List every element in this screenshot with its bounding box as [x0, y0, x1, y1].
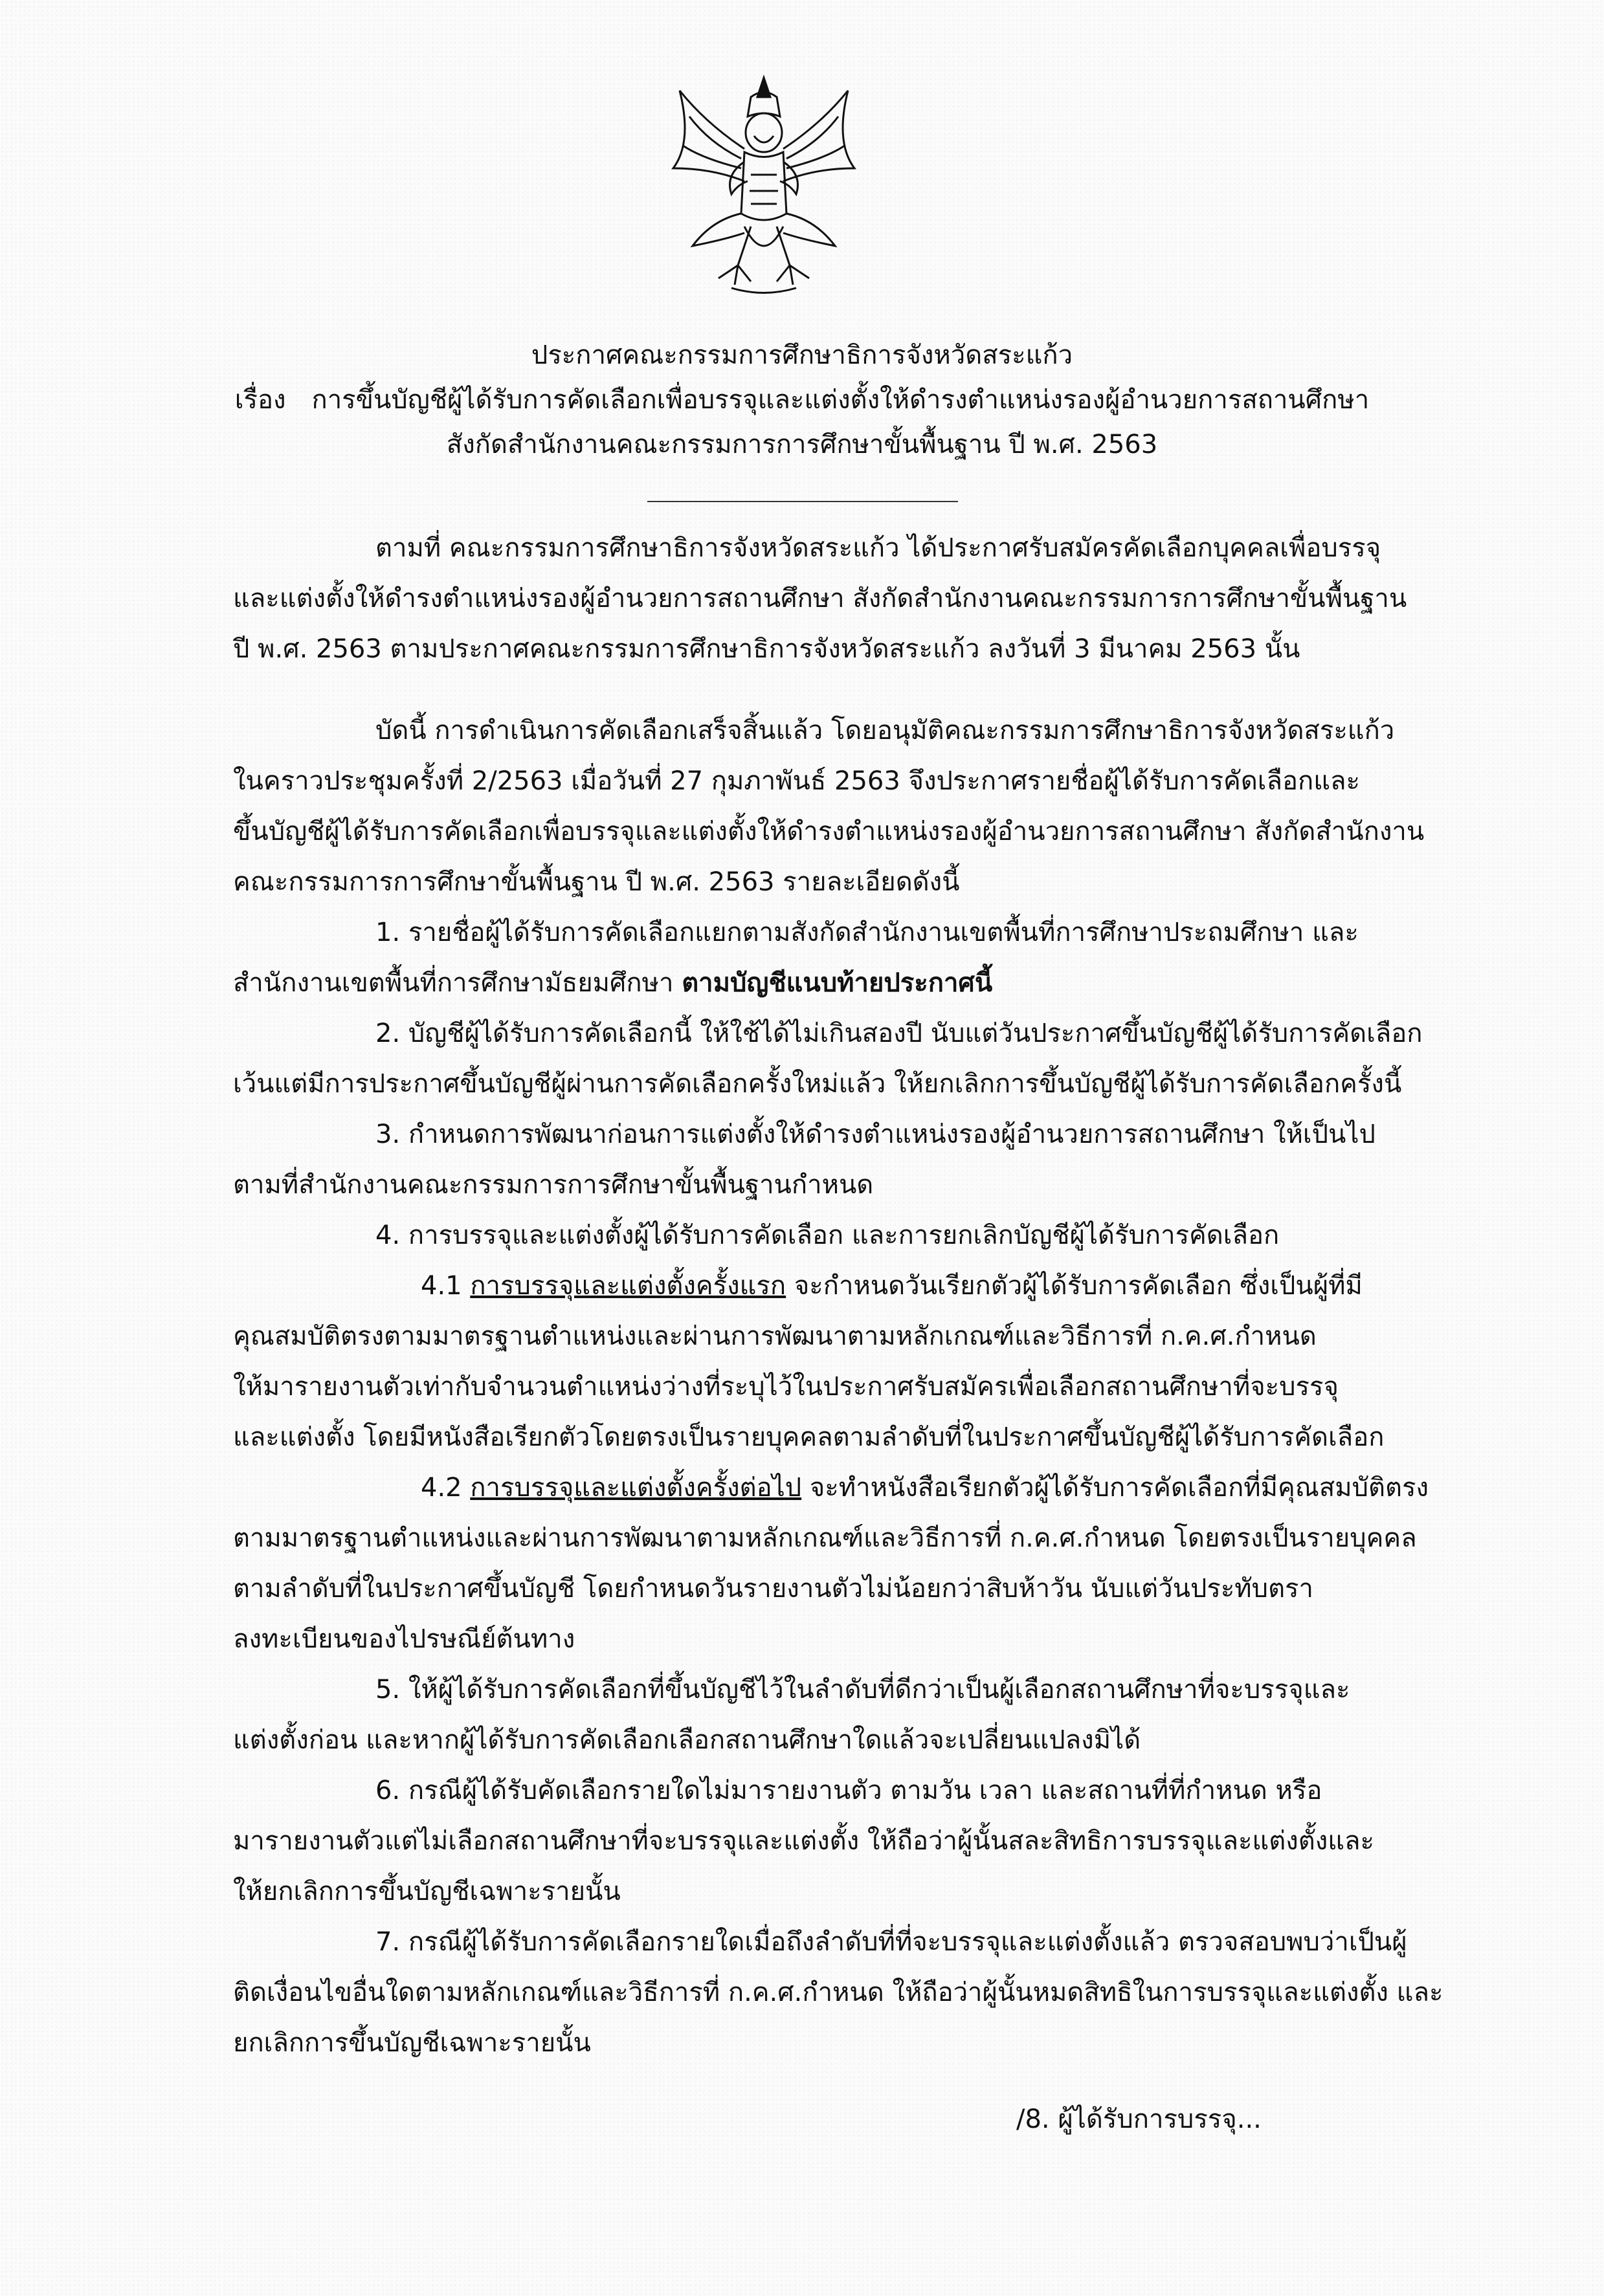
items-section [233, 907, 1450, 2068]
item-42-rest: จะทำหนังสือเรียกตัวผู้ได้รับการคัดเลือกที่มีคุณสมบัติตรง [801, 1473, 1429, 1503]
item-41-line: คุณสมบัติตรงตามมาตรฐานตำแหน่งและผ่านการพัฒนาตามหลักเกณฑ์และวิธีการที่ ก.ค.ศ.กำหนด [233, 1321, 1317, 1351]
item-42-underlined: การบรรจุและแต่งตั้งครั้งต่อไป [470, 1473, 802, 1503]
item-2-line: เว้นแต่มีการประกาศขึ้นบัญชีผู้ผ่านการคัดเลือกครั้งใหม่แล้ว ให้ยกเลิกการขึ้นบัญชีผู้ได้รับการคัดเลือกครั้งนี้ [233, 1069, 1402, 1099]
intro-paragraph [233, 523, 1450, 674]
item-6-line: มารายงานตัวแต่ไม่เลือกสถานศึกษาที่จะบรรจุและแต่งตั้ง ให้ถือว่าผู้นั้นสละสิทธิการบรรจุและแต่งตั้งและ [233, 1826, 1375, 1856]
document-title: ประกาศคณะกรรมการศึกษาธิการจังหวัดสระแก้ว [531, 340, 1073, 370]
item-5-line: 5. ให้ผู้ได้รับการคัดเลือกที่ขึ้นบัญชีไว้ในลำดับที่ดีกว่าเป็นผู้เลือกสถานศึกษาที่จะบรรจุและ [375, 1675, 1350, 1705]
title-divider [647, 501, 958, 502]
item-41-line [233, 1261, 1450, 1311]
item-41-num: 4.1 [421, 1271, 471, 1301]
document-subject [0, 379, 1604, 421]
subject-text: การขึ้นบัญชีผู้ได้รับการคัดเลือกเพื่อบรรจุและแต่งตั้งให้ดำรงตำแหน่งรองผู้อำนวยการสถานศึกษา [311, 385, 1370, 415]
item-5-line: แต่งตั้งก่อน และหากผู้ได้รับการคัดเลือกเลือกสถานศึกษาใดแล้วจะเปลี่ยนแปลงมิได้ [233, 1725, 1141, 1755]
text-line: บัดนี้ การดำเนินการคัดเลือกเสร็จสิ้นแล้ว โดยอนุมัติคณะกรรมการศึกษาธิการจังหวัดสระแก้ว [375, 716, 1395, 745]
item-3-line: 3. กำหนดการพัฒนาก่อนการแต่งตั้งให้ดำรงตำแหน่งรองผู้อำนวยการสถานศึกษา ให้เป็นไป [375, 1120, 1376, 1149]
item-1-line [233, 958, 1450, 1008]
item-6-line: 6. กรณีผู้ได้รับคัดเลือกรายใดไม่มารายงานตัว ตามวัน เวลา และสถานที่ที่กำหนด หรือ [375, 1776, 1322, 1805]
item-41-rest: จะกำหนดวันเรียกตัวผู้ได้รับการคัดเลือก ซึ่งเป็นผู้ที่มี [786, 1271, 1363, 1301]
text-line: ในคราวประชุมครั้งที่ 2/2563 เมื่อวันที่ 27 กุมภาพันธ์ 2563 จึงประกาศรายชื่อผู้ได้รับการคัดเลือกและ [233, 766, 1360, 796]
text-line: และแต่งตั้งให้ดำรงตำแหน่งรองผู้อำนวยการสถานศึกษา สังกัดสำนักงานคณะกรรมการการศึกษาขั้นพื้นฐาน [233, 584, 1407, 613]
item-2-line: 2. บัญชีผู้ได้รับการคัดเลือกนี้ ให้ใช้ได้ไม่เกินสองปี นับแต่วันประกาศขึ้นบัญชีผู้ได้รับการคัดเลือก [375, 1019, 1423, 1048]
item-42-line: ตามมาตรฐานตำแหน่งและผ่านการพัฒนาตามหลักเกณฑ์และวิธีการที่ ก.ค.ศ.กำหนด โดยตรงเป็นรายบุคคล [233, 1523, 1417, 1553]
now-paragraph [233, 705, 1450, 907]
item-6-line: ให้ยกเลิกการขึ้นบัญชีเฉพาะรายนั้น [233, 1877, 621, 1906]
text-line: ปี พ.ศ. 2563 ตามประกาศคณะกรรมการศึกษาธิการจังหวัดสระแก้ว ลงวันที่ 3 มีนาคม 2563 นั้น [233, 634, 1300, 664]
item-42-line: ลงทะเบียนของไปรษณีย์ต้นทาง [233, 1624, 575, 1654]
item-3-line: ตามที่สำนักงานคณะกรรมการการศึกษาขั้นพื้นฐานกำหนด [233, 1170, 874, 1200]
item-1-line: 1. รายชื่อผู้ได้รับการคัดเลือกแยกตามสังกัดสำนักงานเขตพื้นที่การศึกษาประถมศึกษา และ [375, 918, 1359, 947]
item-4-line: 4. การบรรจุและแต่งตั้งผู้ได้รับการคัดเลือก และการยกเลิกบัญชีผู้ได้รับการคัดเลือก [375, 1220, 1280, 1250]
text-line: คณะกรรมการการศึกษาขั้นพื้นฐาน ปี พ.ศ. 2563 รายละเอียดดังนี้ [233, 867, 960, 897]
item-42-line: ตามลำดับที่ในประกาศขึ้นบัญชี โดยกำหนดวันรายงานตัวไม่น้อยกว่าสิบห้าวัน นับแต่วันประทับตรา [233, 1574, 1313, 1604]
item-42-num: 4.2 [421, 1473, 471, 1503]
item-41-underlined: การบรรจุและแต่งตั้งครั้งแรก [470, 1271, 786, 1301]
item-7-line: 7. กรณีผู้ได้รับการคัดเลือกรายใดเมื่อถึงลำดับที่ที่จะบรรจุและแต่งตั้งแล้ว ตรวจสอบพบว่าเป็นผู้ [375, 1927, 1407, 1957]
item-42-line [233, 1463, 1450, 1513]
subject-label: เรื่อง [234, 385, 286, 415]
garuda-emblem-icon [654, 71, 874, 304]
continuation-note: /8. ผู้ได้รับการบรรจุ... [1016, 2104, 1262, 2134]
text-line: ตามที่ คณะกรรมการศึกษาธิการจังหวัดสระแก้ว ได้ประกาศรับสมัครคัดเลือกบุคคลเพื่อบรรจุ [375, 533, 1381, 563]
item-7-line: ยกเลิกการขึ้นบัญชีเฉพาะรายนั้น [233, 2028, 591, 2058]
text-line: ขึ้นบัญชีผู้ได้รับการคัดเลือกเพื่อบรรจุและแต่งตั้งให้ดำรงตำแหน่งรองผู้อำนวยการสถานศึกษา สังกัดสำนักงาน [233, 817, 1425, 846]
document-subject-line2: สังกัดสำนักงานคณะกรรมการการศึกษาขั้นพื้นฐาน ปี พ.ศ. 2563 [446, 430, 1158, 459]
item-1-bold: ตามบัญชีแนบท้ายประกาศนี้ [682, 968, 993, 998]
item-1-prefix: สำนักงานเขตพื้นที่การศึกษามัธยมศึกษา [233, 968, 682, 998]
item-41-line: และแต่งตั้ง โดยมีหนังสือเรียกตัวโดยตรงเป็นรายบุคคลตามลำดับที่ในประกาศขึ้นบัญชีผู้ได้รับการคัดเลือก [233, 1422, 1385, 1452]
item-7-line: ติดเงื่อนไขอื่นใดตามหลักเกณฑ์และวิธีการที่ ก.ค.ศ.กำหนด ให้ถือว่าผู้นั้นหมดสิทธิในการบรรจุและแต่งตั้ง และ [233, 1978, 1443, 2007]
item-41-line: ให้มารายงานตัวเท่ากับจำนวนตำแหน่งว่างที่ระบุไว้ในประกาศรับสมัครเพื่อเลือกสถานศึกษาที่จะบรรจุ [233, 1372, 1339, 1402]
